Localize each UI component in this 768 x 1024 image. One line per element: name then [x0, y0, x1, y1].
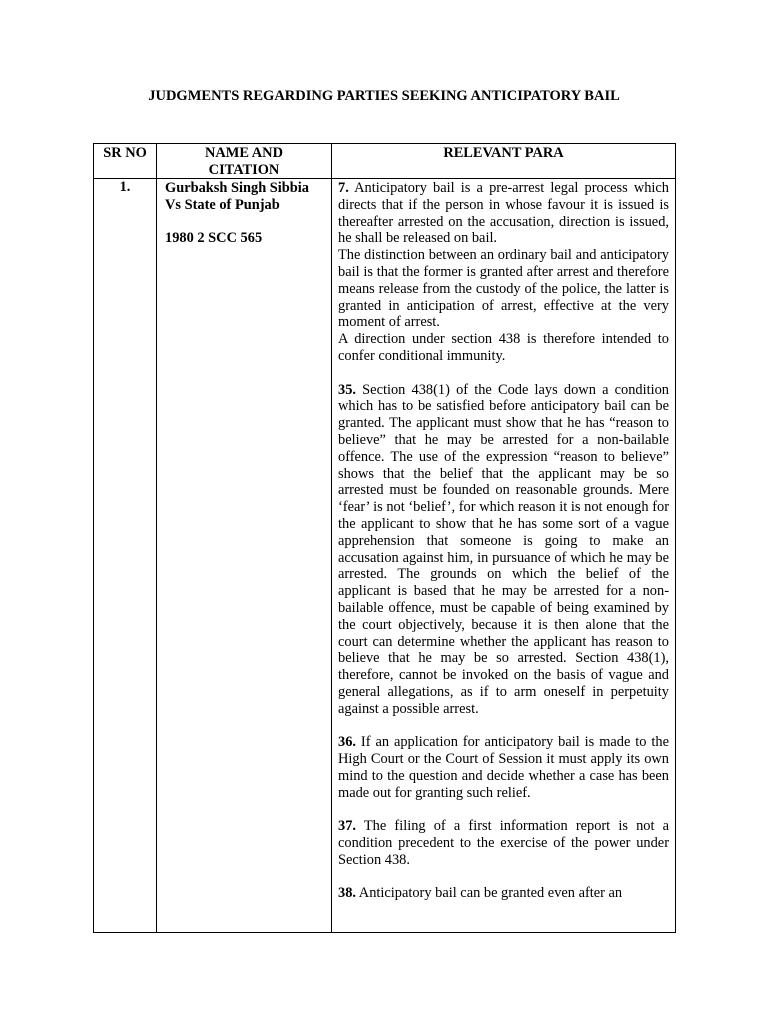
row-sr-no: 1. [94, 179, 157, 933]
header-relevant-para: RELEVANT PARA [332, 144, 676, 179]
paragraph-38 [338, 885, 669, 902]
paragraph-7 [338, 180, 669, 247]
paragraph-number: 38. [338, 885, 356, 902]
paragraph-7-distinction [338, 247, 669, 331]
row-case-cell [157, 179, 332, 933]
paragraph-number: 36. [338, 734, 356, 751]
paragraph-text: Section 438(1) of the Code lays down a condition which has to be satisfied before anticipatory bail can be granted. The applicant must show that he has “reason to believe” that he may be arrested for a non-bailable offence. The use of the expression “reason to believe” shows that the belief that the applicant may be so arrested must be founded on reasonable grounds. Mere ‘fear’ is not ‘belief’, for which reason it is not enough for the applicant to show that he has some sort of a vague apprehension that someone is going to make an accusation against him, in pursuance of which he may be arrested. The grounds on which the belief of the applicant is based that he may be arrested for a non-bailable offence, must be capable of being examined by the court objectively, because it is then alone that the court can determine whether the applicant has reason to believe that he may be so arrested. Section 438(1), therefore, cannot be invoked on the basis of vague and general allegations, as if to arm oneself in perpetuity against a possible arrest. [338, 381, 669, 717]
paragraph-35 [338, 382, 669, 718]
case-name: Gurbaksh Singh Sibbia Vs State of Punjab [165, 180, 309, 213]
header-name-line2: CITATION [208, 161, 280, 178]
paragraph-number: 7. [338, 180, 349, 196]
judgments-table [93, 143, 676, 933]
paragraph-text: A direction under section 438 is therefore intended to confer conditional immunity. [338, 331, 669, 364]
header-sr-no: SR NO [94, 144, 157, 179]
row-relevant-para-cell [332, 179, 676, 933]
header-name-and-citation [157, 144, 332, 179]
header-name-line1: NAME AND [205, 145, 283, 161]
paragraph-text: The filing of a first information report is not a condition precedent to the exercise of the power under Section 438. [338, 818, 669, 868]
paragraph-number: 37. [338, 818, 356, 835]
paragraph-text: If an application for anticipatory bail is made to the High Court or the Court of Session it must apply its own mind to the question and decide whether a case has been made out for granting such relief. [338, 734, 669, 801]
paragraph-text: Anticipatory bail can be granted even after an [356, 885, 623, 902]
table-row [94, 179, 676, 933]
table-header-row [94, 144, 676, 179]
paragraph-text: The distinction between an ordinary bail and anticipatory bail is that the former is granted after arrest and therefore means release from the custody of the police, the latter is granted in anticipation of arrest, effective at the very moment of arrest. [338, 247, 669, 331]
paragraph-text: Anticipatory bail is a pre-arrest legal process which directs that if the person in whose favour it is issued is thereafter arrested on the accusation, direction is issued, he shall be released on bail. [338, 180, 669, 247]
document-title: JUDGMENTS REGARDING PARTIES SEEKING ANTICIPATORY BAIL [148, 88, 620, 104]
paragraph-7-direction [338, 331, 669, 365]
paragraph-37 [338, 818, 669, 868]
paragraph-36 [338, 734, 669, 801]
case-citation: 1980 2 SCC 565 [165, 229, 263, 246]
paragraph-number: 35. [338, 381, 356, 398]
